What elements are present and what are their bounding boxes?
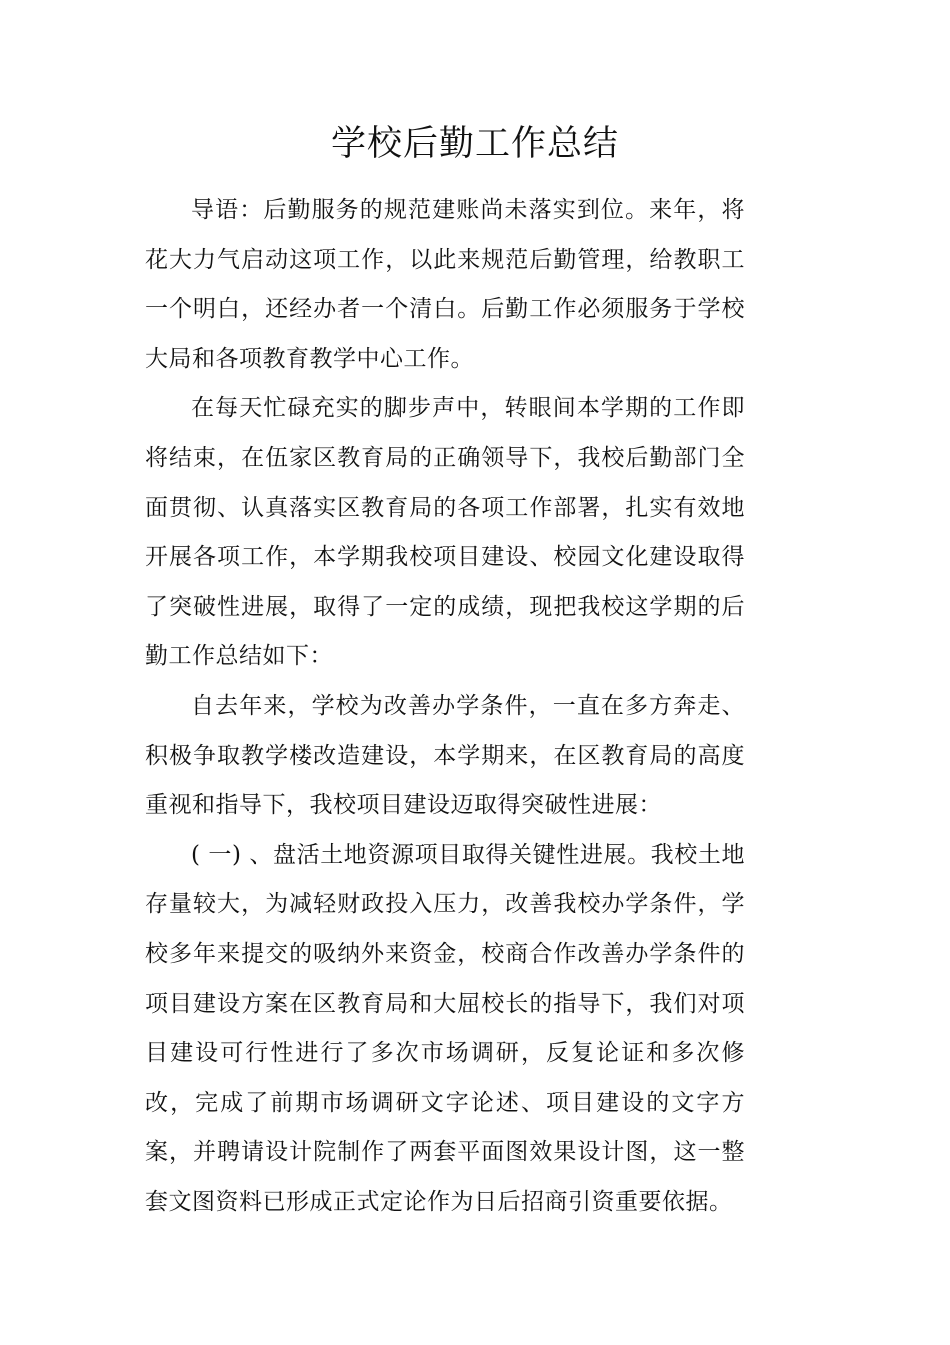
document-body — [145, 186, 745, 1227]
paragraph-intro: 导语：后勤服务的规范建账尚未落实到位。来年，将花大力气启动这项工作，以此来规范后勤管理，给教职工一个明白，还经办者一个清白。后勤工作必须服务于学校大局和各项教育教学中心工作。 — [145, 197, 745, 372]
paragraph-land-resource: ( 一) 、盘活土地资源项目取得关键性进展。我校土地存量较大，为减轻财政投入压力，改善我校办学条件，学校多年来提交的吸纳外来资金，校商合作改善办学条件的项目建设方案在区教育局和大屈校长的指导下，我们对项目建设可行性进行了多次市场调研，反复论证和多次修改，完成了前期市场调研文字论述、项目建设的文字方案，并聘请设计院制作了两套平面图效果设计图，这一整套文图资料已形成正式定论作为日后招商引资重要依据。 — [145, 841, 745, 1215]
paragraph-background: 自去年来，学校为改善办学条件，一直在多方奔走、积极争取教学楼改造建设，本学期来，在区教育局的高度重视和指导下，我校项目建设迈取得突破性进展： — [145, 692, 745, 819]
document-title: 学校后勤工作总结 — [330, 124, 619, 164]
paragraph-summary: 在每天忙碌充实的脚步声中，转眼间本学期的工作即将结束，在伍家区教育局的正确领导下，我校后勤部门全面贯彻、认真落实区教育局的各项工作部署，扎实有效地开展各项工作，本学期我校项目建设、校园文化建设取得了突破性进展，取得了一定的成绩，现把我校这学期的后勤工作总结如下： — [145, 395, 745, 670]
